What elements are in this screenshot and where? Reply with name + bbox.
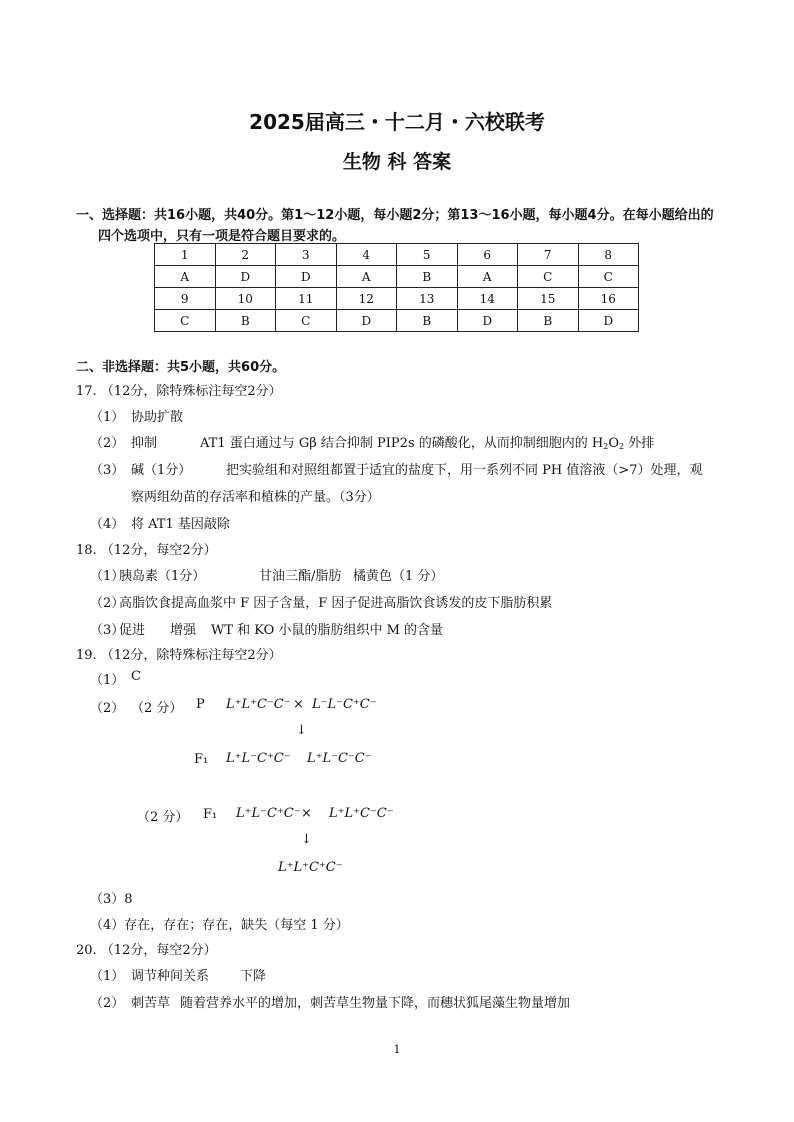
table-cell: C	[578, 266, 639, 288]
page-title: 2025届高三・十二月・六校联考	[249, 110, 545, 134]
page-subtitle: 生物 科 答案	[342, 151, 452, 173]
q17-a1: 协助扩散	[131, 410, 184, 425]
q20-a2-p1: 刺苦草	[131, 996, 171, 1011]
q20-a1-p1: 调节种间关系	[131, 969, 210, 984]
table-cell: B	[215, 310, 276, 332]
q19-a4: （4）存在，存在；存在，缺失（每空 1 分）	[90, 918, 349, 933]
q18-a1-p1: 胰岛素（1分）	[119, 569, 206, 584]
q19-p-label: P	[196, 697, 205, 712]
table-cell: 6	[457, 244, 518, 266]
q19-b-left-genotype: L⁺L⁻C⁺C⁻	[236, 806, 301, 821]
down-arrow-icon: ↓	[301, 832, 312, 847]
table-cell: D	[215, 266, 276, 288]
q18-a2: 高脂饮食提高血浆中 F 因子含量，F 因子促进高脂饮食诱发的皮下脂肪积累	[119, 596, 553, 611]
table-cell: C	[518, 266, 579, 288]
q19-a3: （3）8	[90, 892, 133, 907]
q19-header: 19. （12分，除特殊标注每空2分）	[76, 648, 282, 663]
q19-a1-label: （1）	[90, 673, 125, 688]
table-cell: 15	[518, 288, 579, 310]
table-cell: A	[457, 266, 518, 288]
table-cell: 8	[578, 244, 639, 266]
q18-header: 18. （12分，每空2分）	[76, 543, 217, 558]
table-cell: 13	[397, 288, 458, 310]
q17-a1-label: （1）	[90, 410, 125, 425]
table-cell: C	[276, 310, 337, 332]
table-cell: D	[457, 310, 518, 332]
q17-a2-part1: 抑制	[131, 436, 158, 451]
q19-b-result-genotype: L⁺L⁺C⁺C⁻	[278, 860, 343, 875]
table-cell: 16	[578, 288, 639, 310]
q19-f1-right-genotype: L⁺L⁻C⁻C⁻	[307, 751, 372, 766]
q19-a2-score: （2 分）	[131, 701, 183, 716]
q20-a1-p2: 下降	[240, 969, 267, 984]
q18-a2-label: （2）	[90, 596, 125, 611]
table-cell: 5	[397, 244, 458, 266]
table-cell: D	[336, 310, 397, 332]
table-row-answers	[155, 310, 639, 332]
q18-a1-label: （1）	[90, 569, 125, 584]
table-cell: 14	[457, 288, 518, 310]
table-cell: A	[155, 266, 216, 288]
q20-a1-label: （1）	[90, 969, 125, 984]
table-cell: A	[336, 266, 397, 288]
table-row-answers	[155, 266, 639, 288]
q18-a1-p3: 橘黄色（1 分）	[353, 569, 444, 584]
q20-header: 20. （12分，每空2分）	[76, 943, 217, 958]
q19-f1-left-genotype: L⁺L⁻C⁺C⁻	[226, 751, 291, 766]
q17-a3-part2: 把实验组和对照组都置于适宜的盐度下，用一系列不同 PH 值溶液（>7）处理，观	[226, 463, 703, 478]
q18-a3-p3: WT 和 KO 小鼠的脂肪组织中 M 的含量	[211, 623, 444, 638]
q19-b-cross-symbol: ×	[301, 806, 312, 821]
table-cell: C	[155, 310, 216, 332]
table-cell: 7	[518, 244, 579, 266]
table-cell: D	[276, 266, 337, 288]
q17-a4-label: （4）	[90, 517, 125, 532]
q17-a3-part1: 碱（1分）	[131, 463, 192, 478]
q19-b-f1-label: F₁	[203, 807, 218, 822]
q18-a3-label: （3）	[90, 623, 125, 638]
section1-heading-line1: 一、选择题：共16小题，共40分。第1～12小题，每小题2分；第13～16小题，每小题4分。在每小题给出的	[76, 208, 714, 223]
table-row-question-numbers	[155, 244, 639, 266]
q19-a2-label: （2）	[90, 701, 125, 716]
q19-cross-symbol: ×	[293, 697, 304, 712]
table-cell: 3	[276, 244, 337, 266]
q19-b-score: （2 分）	[137, 810, 189, 825]
table-cell: B	[397, 266, 458, 288]
q19-p-right-genotype: L⁻L⁻C⁺C⁻	[312, 697, 377, 712]
q17-a3-line2: 察两组幼苗的存活率和植株的产量。（3分）	[131, 490, 380, 505]
table-cell: 9	[155, 288, 216, 310]
table-cell: 4	[336, 244, 397, 266]
q18-a3-p2: 增强	[170, 623, 197, 638]
q19-p-left-genotype: L⁺L⁺C⁻C⁻	[226, 697, 291, 712]
table-cell: 10	[215, 288, 276, 310]
page-number: 1	[393, 1043, 401, 1056]
table-cell: 1	[155, 244, 216, 266]
q20-a2-label: （2）	[90, 996, 125, 1011]
q19-f1-label: F₁	[194, 752, 209, 767]
q18-a3-p1: 促进	[119, 623, 146, 638]
q19-b-right-genotype: L⁺L⁺C⁻C⁻	[329, 806, 394, 821]
table-row-question-numbers	[155, 288, 639, 310]
q17-a2-label: （2）	[90, 436, 125, 451]
q18-a1-p2: 甘油三酯/脂肪	[259, 569, 342, 584]
down-arrow-icon: ↓	[296, 723, 307, 738]
table-cell: 2	[215, 244, 276, 266]
q19-a1: C	[131, 669, 141, 684]
table-cell: B	[518, 310, 579, 332]
table-cell: D	[578, 310, 639, 332]
q17-a4: 将 AT1 基因敲除	[131, 517, 230, 532]
answer-table	[154, 243, 639, 332]
table-cell: B	[397, 310, 458, 332]
q17-a2-part2: AT1 蛋白通过与 Gβ 结合抑制 PIP2s 的磷酸化，从而抑制细胞内的 $H_2O_2$ 外排	[200, 436, 655, 451]
table-cell: 12	[336, 288, 397, 310]
section1-heading-line2: 四个选项中，只有一项是符合题目要求的。	[98, 229, 346, 244]
q20-a2-p2: 随着营养水平的增加，刺苦草生物量下降，而穗状狐尾藻生物量增加	[180, 996, 571, 1011]
section2-heading: 二、非选择题：共5小题，共60分。	[76, 360, 286, 375]
q17-a3-label: （3）	[90, 463, 125, 478]
q17-header: 17. （12分，除特殊标注每空2分）	[76, 384, 282, 399]
table-cell: 11	[276, 288, 337, 310]
